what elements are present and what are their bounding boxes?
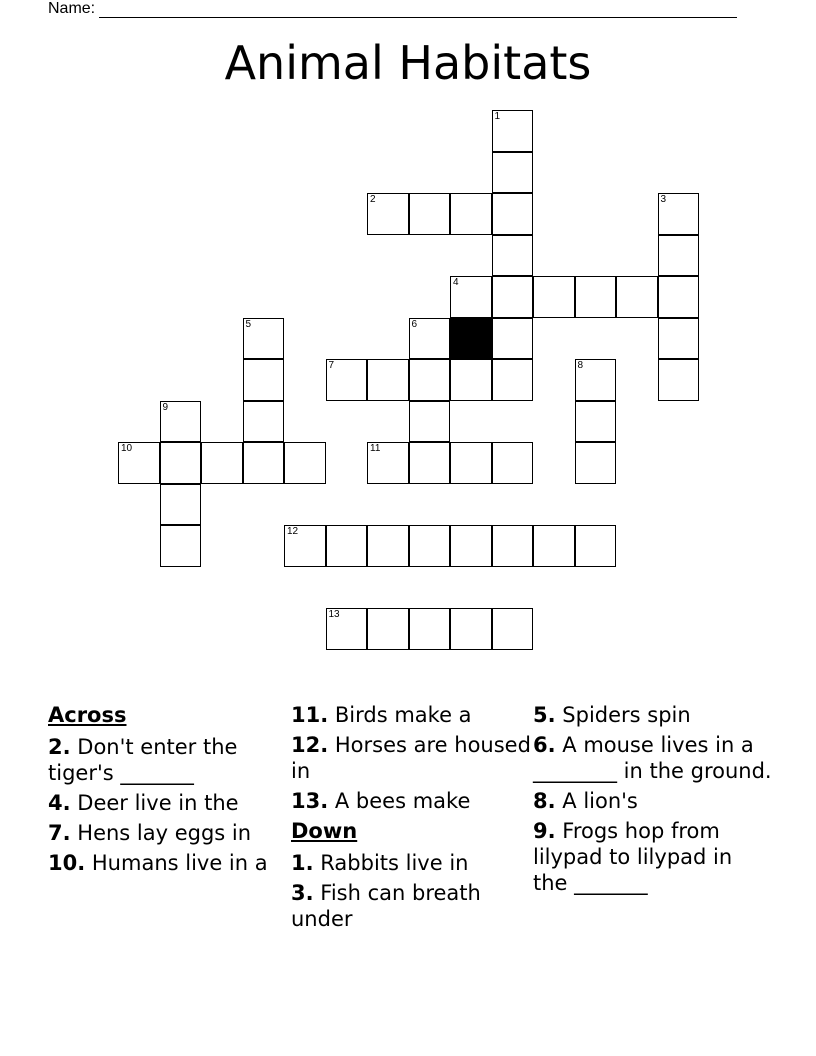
grid-cell[interactable] xyxy=(409,525,451,567)
grid-cell[interactable] xyxy=(658,235,700,277)
grid-cell[interactable] xyxy=(367,359,409,401)
clue-column-1 xyxy=(48,702,288,880)
grid-cell[interactable] xyxy=(450,193,492,235)
clue-text: Spiders spin xyxy=(562,703,691,727)
clue-text: A lion's xyxy=(562,789,638,813)
clue-number: 6. xyxy=(533,733,556,757)
clue-text: Horses are housed in xyxy=(291,733,531,783)
clue-down-6 xyxy=(533,732,773,784)
clue-number: 8. xyxy=(533,789,556,813)
grid-cell[interactable] xyxy=(201,442,243,484)
grid-cell[interactable] xyxy=(616,276,658,318)
clue-down-9 xyxy=(533,818,773,896)
grid-cell[interactable] xyxy=(658,276,700,318)
grid-cell[interactable] xyxy=(575,525,617,567)
cell-number: 13 xyxy=(328,609,340,620)
clue-text: A mouse lives in a ________ in the ground. xyxy=(533,733,772,783)
clue-across-7 xyxy=(48,820,288,846)
across-heading: Across xyxy=(48,703,127,727)
grid-cell[interactable] xyxy=(409,401,451,443)
grid-cell[interactable] xyxy=(492,442,534,484)
grid-cell[interactable] xyxy=(450,442,492,484)
clue-number: 2. xyxy=(48,735,71,759)
cell-number: 1 xyxy=(494,111,501,122)
clue-number: 7. xyxy=(48,821,71,845)
clue-column-2 xyxy=(291,702,531,936)
grid-cell[interactable] xyxy=(160,525,202,567)
puzzle-title: Animal Habitats xyxy=(224,36,592,90)
clue-number: 1. xyxy=(291,851,314,875)
clue-across-10 xyxy=(48,850,288,876)
grid-cell[interactable] xyxy=(409,318,451,360)
grid-cell[interactable] xyxy=(450,359,492,401)
cell-number: 11 xyxy=(370,443,381,454)
grid-cell[interactable] xyxy=(160,442,202,484)
grid-cell[interactable] xyxy=(243,359,285,401)
grid-cell[interactable] xyxy=(450,525,492,567)
grid-cell[interactable] xyxy=(533,276,575,318)
grid-cell[interactable] xyxy=(450,608,492,650)
grid-cell[interactable] xyxy=(492,193,534,235)
clue-across-12 xyxy=(291,732,531,784)
grid-cell[interactable] xyxy=(492,110,534,152)
name-field xyxy=(48,0,737,18)
clue-text: Don't enter the tiger's _______ xyxy=(48,735,238,785)
grid-cell[interactable] xyxy=(367,442,409,484)
clue-number: 10. xyxy=(48,851,86,875)
cell-number: 5 xyxy=(245,318,252,330)
grid-cell[interactable] xyxy=(575,401,617,443)
grid-cell[interactable] xyxy=(367,525,409,567)
cell-number: 2 xyxy=(370,194,376,205)
clue-down-3 xyxy=(291,880,531,932)
clue-text: A bees make xyxy=(334,789,471,813)
grid-cell[interactable] xyxy=(243,401,285,443)
clue-number: 5. xyxy=(533,703,556,727)
grid-cell[interactable] xyxy=(118,442,160,484)
cell-number: 6 xyxy=(411,318,418,330)
grid-cell[interactable] xyxy=(575,442,617,484)
grid-cell[interactable] xyxy=(326,525,368,567)
grid-cell[interactable] xyxy=(492,235,534,277)
clue-down-8 xyxy=(533,788,773,814)
grid-cell[interactable] xyxy=(367,608,409,650)
grid-cell[interactable] xyxy=(492,152,534,194)
clue-down-1 xyxy=(291,850,531,876)
grid-cell[interactable] xyxy=(492,318,534,360)
grid-cell[interactable] xyxy=(409,608,451,650)
clue-text: Rabbits live in xyxy=(320,851,469,875)
clue-across-4 xyxy=(48,790,288,816)
cell-number: 9 xyxy=(162,401,169,413)
grid-cell[interactable] xyxy=(243,318,285,360)
grid-cell[interactable] xyxy=(492,525,534,567)
grid-cell[interactable] xyxy=(243,442,285,484)
clue-number: 9. xyxy=(533,819,556,843)
clue-text: Fish can breath under xyxy=(291,881,481,931)
cell-number: 3 xyxy=(660,194,667,205)
down-heading: Down xyxy=(291,819,358,843)
grid-cell[interactable] xyxy=(533,525,575,567)
clue-number: 11. xyxy=(291,703,329,727)
grid-cell[interactable] xyxy=(575,359,617,401)
cell-number: 10 xyxy=(121,443,133,454)
clue-text: Hens lay eggs in xyxy=(77,821,252,845)
clue-across-13 xyxy=(291,788,531,814)
name-label: Name: xyxy=(48,0,96,17)
grid-cell[interactable] xyxy=(284,442,326,484)
cell-number: 4 xyxy=(453,277,459,288)
cell-number: 12 xyxy=(287,526,299,537)
clue-number: 13. xyxy=(291,789,329,813)
grid-cell[interactable] xyxy=(492,608,534,650)
grid-cell[interactable] xyxy=(575,276,617,318)
black-square xyxy=(450,318,492,360)
grid-cell[interactable] xyxy=(409,359,451,401)
clue-text: Deer live in the xyxy=(77,791,239,815)
grid-cell[interactable] xyxy=(450,276,492,318)
grid-cell[interactable] xyxy=(409,442,451,484)
grid-cell[interactable] xyxy=(409,193,451,235)
grid-cell[interactable] xyxy=(367,193,409,235)
clue-text: Frogs hop from lilypad to lilypad in the _______ xyxy=(533,819,733,895)
grid-cell[interactable] xyxy=(658,318,700,360)
clue-column-3 xyxy=(533,702,773,900)
grid-cell[interactable] xyxy=(284,525,326,567)
cell-number: 7 xyxy=(328,360,335,371)
clue-number: 4. xyxy=(48,791,71,815)
clue-number: 12. xyxy=(291,733,329,757)
clue-down-5 xyxy=(533,702,773,728)
clue-across-2 xyxy=(48,734,288,786)
grid-cell[interactable] xyxy=(326,359,368,401)
name-blank-line[interactable] xyxy=(99,3,737,18)
grid-cell[interactable] xyxy=(492,276,534,318)
clue-across-11 xyxy=(291,702,531,728)
grid-cell[interactable] xyxy=(160,401,202,443)
grid-cell[interactable] xyxy=(160,484,202,526)
grid-cell[interactable] xyxy=(492,359,534,401)
cell-number: 8 xyxy=(577,360,584,371)
clue-text: Birds make a xyxy=(334,703,472,727)
clue-number: 3. xyxy=(291,881,314,905)
grid-cell[interactable] xyxy=(658,359,700,401)
clue-text: Humans live in a xyxy=(91,851,268,875)
grid-cell[interactable] xyxy=(326,608,368,650)
grid-cell[interactable] xyxy=(658,193,700,235)
